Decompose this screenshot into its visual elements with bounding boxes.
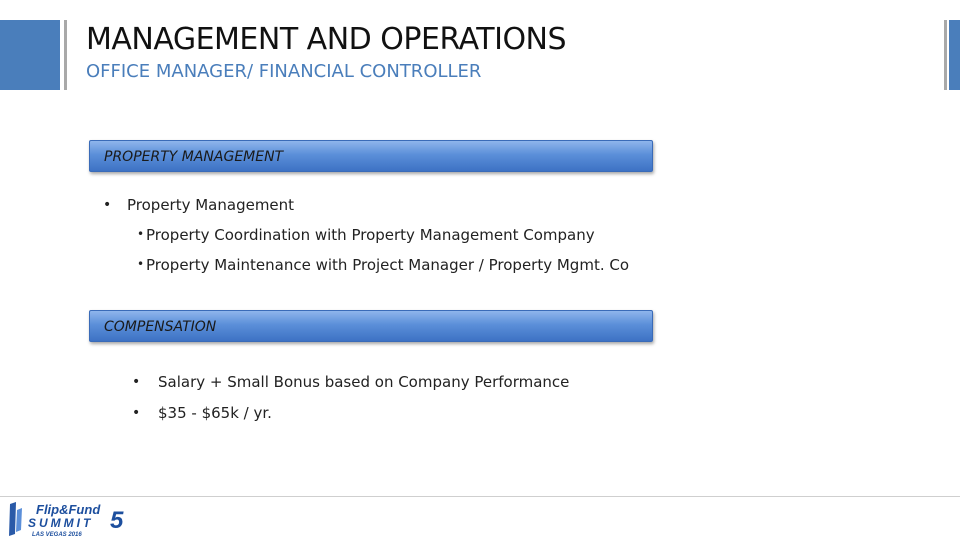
right-accent-line [944,20,947,90]
sub-bullet-dot: • [137,257,145,271]
logo-line2: SUMMIT [28,516,94,530]
section-header-property-management [89,140,653,172]
logo-mark [9,502,22,536]
section-header-label: COMPENSATION [104,319,217,335]
slide-subtitle: OFFICE MANAGER/ FINANCIAL CONTROLLER [86,61,482,82]
bullet-dot: • [132,405,141,421]
logo-line3: LAS VEGAS 2016 [32,532,82,538]
flip-and-fund-summit-logo [6,500,136,538]
bullet-item: $35 - $65k / yr. [158,404,272,422]
bullet-item: Salary + Small Bonus based on Company Performance [158,373,570,391]
left-accent-block [0,20,60,90]
bullet-dot: • [103,197,112,213]
sub-bullet-item: Property Maintenance with Project Manager / Property Mgmt. Co [146,256,630,274]
logo-number: 5 [110,507,124,534]
footer-divider [0,496,960,497]
sub-bullet-dot: • [137,227,145,241]
right-accent-block [949,20,960,90]
bullet-item: Property Management [127,196,295,214]
slide-title: MANAGEMENT AND OPERATIONS [86,22,567,57]
bullet-dot: • [132,374,141,390]
section-header-compensation [89,310,653,342]
sub-bullet-item: Property Coordination with Property Management Company [146,226,595,244]
logo-line1: Flip&Fund [36,502,101,517]
section-header-label: PROPERTY MANAGEMENT [104,149,284,165]
left-accent-line [64,20,67,90]
